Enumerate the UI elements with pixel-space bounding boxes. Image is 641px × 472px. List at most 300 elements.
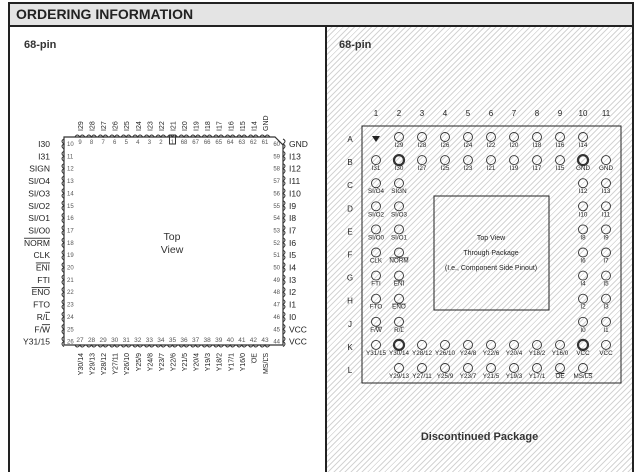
label-text: I1 [603,326,609,334]
label-text: R/ [394,326,401,334]
label-text: Y27/11 [412,373,432,380]
pin-number: 37 [191,337,200,344]
column-label: 2 [396,109,402,118]
pin-label [602,188,611,195]
pin-label [437,373,454,380]
pin-circle [464,133,473,142]
pin-label [556,142,565,149]
pin-label [366,350,386,357]
row-label: D [347,204,353,214]
pin-number: 53 [273,228,280,235]
pin-label [33,300,50,310]
pin-label [389,258,408,265]
pin-label [113,353,120,375]
pin-label [38,151,50,161]
pin-label [289,188,301,198]
label-text: CLK [369,257,383,265]
pin-number: 45 [273,327,280,334]
pin-number: 4 [136,140,140,146]
pin-number: 48 [273,290,280,297]
label-text: Y17/1 [228,353,236,372]
pin-label [101,353,108,375]
label-text: I30 [38,139,50,149]
label-text: I31 [371,165,381,173]
label-text: FTI [37,274,50,285]
pin-label [394,281,405,288]
pin-circle [602,248,611,257]
pin-circle [602,179,611,188]
label-text: I0 [289,311,297,322]
pin-label [602,211,611,218]
pin-number: 35 [168,337,177,344]
pin-number: 15 [67,203,74,210]
pin-label [418,142,427,149]
pin-circle [395,179,404,188]
label-text: Y20/4 [505,349,523,357]
pin-circle [487,340,496,349]
label-overline-text: ENI [393,280,405,288]
pin-label [389,350,409,357]
pin-label [580,234,586,241]
pin-label [368,211,385,218]
pin-label [412,373,432,380]
label-overline-text: W [375,326,382,334]
label-text: I27 [101,121,109,131]
pin-circle [395,225,404,234]
pin-number: 11 [67,154,74,161]
pin-circle [464,364,473,373]
pin-a1-indicator-icon [372,136,380,142]
label-text: Y28/12 [412,349,432,357]
pin-number: 17 [67,228,74,235]
pin-number: 47 [273,302,280,309]
pin-label [147,121,154,131]
column-label: 11 [601,109,611,118]
label-text: I9 [603,234,609,242]
pin-label [24,238,50,248]
label-text: GND [289,139,308,149]
label-text: Y21/5 [482,373,500,380]
pin-circle [510,156,519,165]
column-label: 1 [373,109,379,118]
label-overline-text: L [45,311,50,322]
pin-label [113,121,120,131]
label-text: I18 [532,142,542,149]
label-text: FTO [33,299,50,310]
pin-label [124,121,131,131]
label-overline-text: L [400,326,404,334]
label-overline-text: ENI [35,262,50,273]
pin-number: 62 [250,140,257,146]
pin-number: 54 [273,216,280,223]
pin-number: 6 [113,140,117,146]
pin-circle [602,202,611,211]
label-text: Y23/7 [459,373,477,380]
label-text: MS/ [573,373,585,380]
pin-label [90,121,97,131]
pin-number: 65 [215,140,223,146]
pin-circle [602,225,611,234]
pga-center-text: Top View [476,235,506,242]
pin-circle [556,156,565,165]
pin-number: 34 [157,337,165,344]
pin-number: 55 [273,203,280,210]
column-label: 10 [578,109,588,118]
row-label: J [348,319,352,329]
label-text: I26 [440,142,450,149]
pin-label [205,353,212,371]
label-text: SI/O3 [390,211,408,219]
pin-circle [372,248,381,257]
label-text: I24 [135,121,143,131]
pin-label [36,263,50,273]
pin-label [576,165,590,172]
pin-label [147,353,154,371]
pin-circle [394,155,404,165]
pin-number: 31 [122,337,130,344]
label-text: I18 [205,121,213,131]
pin-label [487,142,496,149]
pin-label [460,350,477,357]
pin-label [289,238,296,248]
pin-circle [372,271,381,280]
pin-label [240,353,247,371]
label-text: I2 [289,287,297,298]
row-label: A [347,135,353,144]
pin-circle [579,225,588,234]
pin-number: 39 [215,337,223,344]
label-text: Y31/15 [366,349,386,357]
label-overline-text: NORM [389,257,409,265]
pin-label [483,350,500,357]
pin-label [395,142,404,149]
label-text: I25 [124,121,132,131]
label-text: Y30/14 [78,353,85,376]
pin-label [90,353,97,375]
pin-label [136,353,143,371]
pin-label [580,258,586,265]
label-text: I9 [289,200,297,211]
pin-label [510,165,519,172]
pin-label [159,353,166,371]
label-text: F/ [34,324,42,335]
label-overline-text: W [41,324,50,335]
pin-label [506,350,523,357]
pin-label [28,188,50,198]
pin-circle [578,155,588,165]
label-overline-text: LS [584,373,593,380]
pin-label [579,188,588,195]
pin-label [579,211,588,218]
pin-label [37,312,51,322]
section-title: ORDERING INFORMATION [16,6,194,22]
pin-circle [441,340,450,349]
pin-label [78,353,85,375]
label-text: I8 [580,234,586,242]
label-text: Y18/2 [528,349,546,357]
label-text: SI/O0 [28,225,50,236]
label-text: VCC [289,336,307,347]
pin-label [533,165,542,172]
pin-number: 25 [67,327,74,334]
pin-label [552,350,569,357]
pin-label [599,350,613,357]
pin-number: 40 [226,337,234,344]
label-text: I7 [603,257,609,265]
pin-circle [487,364,496,373]
pin-number: 24 [67,314,74,321]
pin-label [289,312,296,322]
label-text: I25 [440,165,450,173]
label-overline-text: NORM [24,237,50,248]
column-label: 9 [557,109,563,118]
label-text: I13 [289,151,301,162]
pin-label [487,165,496,172]
label-text: I28 [89,121,97,131]
pin-label [464,165,473,172]
label-text: Y27/11 [112,353,120,375]
label-text: I27 [417,165,427,173]
label-text: I11 [289,176,301,187]
pin-circle [602,156,611,165]
label-text: Y17/1 [528,373,546,380]
pin-label [574,373,593,380]
pin-circle [372,202,381,211]
label-text: I17 [532,165,542,173]
pin-label [289,287,296,297]
pin-label [251,121,258,131]
pin-label [395,165,404,172]
pin-label [194,353,201,371]
label-text: FTI [371,280,381,288]
pin-label [576,350,590,357]
label-text: I22 [486,142,496,149]
label-text: Y16/0 [551,349,569,357]
label-text: I12 [578,188,588,196]
pin-number: 28 [87,337,96,344]
row-label: F [347,250,353,260]
pin-number: 63 [238,140,246,146]
pin-label [441,142,450,149]
label-text: VCC [576,349,590,357]
label-text: VCC [599,349,613,357]
label-text: I10 [289,188,301,199]
label-text: Y29/13 [89,353,97,376]
pin-label [370,258,383,265]
label-text: SI/O4 [28,176,50,187]
label-text: SIGN [391,188,407,196]
label-text: I20 [182,121,190,131]
label-text: I13 [601,188,611,196]
pin-label [435,350,455,357]
pin-number: 1 [170,140,175,146]
column-label: 6 [488,109,494,118]
label-text: VCC [289,324,307,335]
pin-circle [395,294,404,303]
pin-circle [441,156,450,165]
pin-circle [418,156,427,165]
column-label: 3 [419,109,425,118]
label-text: I4 [289,262,297,273]
pin-circle [533,133,542,142]
pin-circle [487,133,496,142]
pin-label [510,142,519,149]
pin-label [29,164,50,174]
label-text: Y25/9 [135,353,143,372]
pin-number: 26 [67,339,74,346]
pin-label [170,121,177,131]
pin-label [389,373,409,380]
pin-label [556,165,565,172]
pin-label [124,353,131,375]
label-text: Y31/15 [23,336,50,347]
pin-label [263,115,270,131]
pin-label [533,142,542,149]
pin-circle [372,294,381,303]
pin-number: 19 [67,253,74,260]
label-text: I29 [394,142,404,149]
pin-circle [372,317,381,326]
pin-label [136,121,143,131]
label-text: I3 [289,274,297,285]
pin-number: 43 [261,337,269,344]
pin-number: 52 [273,240,280,247]
label-text: SI/O2 [28,200,50,211]
label-text: I26 [112,121,120,131]
pin-number: 61 [261,140,269,146]
pin-number: 42 [249,337,258,344]
row-label: H [347,296,353,306]
label-text: Y18/2 [216,353,224,372]
pin-label [217,121,224,131]
label-text: F/ [370,326,376,334]
pin-label [33,250,50,260]
label-text: I19 [509,165,519,173]
pin-number: 13 [67,179,74,186]
pin-label [37,275,50,285]
pin-number: 18 [67,240,74,247]
column-label: 5 [465,109,471,118]
pin-label [391,234,408,241]
label-text: GND [576,165,590,173]
pin-label [194,121,201,131]
pin-label [289,275,296,285]
label-text: Y22/6 [170,353,178,372]
pin-circle [579,202,588,211]
label-text: I21 [486,165,496,173]
pin-number: 59 [273,154,280,161]
pin-circle [441,133,450,142]
label-text: I5 [603,280,609,288]
label-text: SI/O1 [390,234,408,242]
label-text: I29 [78,121,85,131]
pin-number: 21 [67,277,74,284]
label-text: I21 [170,121,178,131]
pin-number: 57 [273,179,280,186]
column-label: 4 [442,109,448,118]
pin-number: 16 [67,216,74,223]
pin-circle [510,133,519,142]
label-text: I31 [38,151,50,162]
pin-circle [395,364,404,373]
pin-number: 50 [273,265,280,272]
pin-label [289,213,296,223]
label-text: Y26/10 [124,353,132,376]
pin-label [580,281,586,288]
label-text: Y26/10 [435,349,455,357]
pin-circle [579,294,588,303]
pin-number: 36 [180,337,188,344]
pin-label [370,327,382,334]
label-text: Y28/12 [101,353,109,376]
pin-label [372,165,381,172]
pin-circle [578,340,588,350]
label-text: Y19/3 [505,373,523,380]
pin-label [289,300,296,310]
pin-number: 2 [159,140,163,146]
label-text: I15 [555,165,565,173]
label-text: I0 [580,326,586,334]
pin-number: 51 [273,253,280,260]
pin-label [289,324,307,334]
pin-number: 44 [273,339,280,346]
pin-label [580,304,586,311]
label-text: I1 [289,299,297,310]
pin-number: 68 [180,140,188,146]
label-text: SI/O0 [367,234,385,242]
label-text: FTO [369,303,383,311]
label-text: I14 [251,121,259,131]
pin-number: 49 [273,277,280,284]
label-text: Y30/14 [389,349,409,357]
pin-label [555,373,564,380]
pin-label [392,304,406,311]
pin-number: 27 [76,337,84,344]
pin-label [182,121,189,131]
pin-label [412,350,432,357]
label-overline-text: OE [555,373,565,380]
pin-label [217,353,224,371]
pin-label [23,337,50,347]
pin-circle [418,133,427,142]
pin-circle [556,133,565,142]
pin-number: 22 [67,290,74,297]
label-overline-text: ENO [392,303,406,311]
label-text: I6 [289,237,297,248]
pin-number: 56 [273,191,280,198]
pin-label [205,121,212,131]
pin-label [289,263,296,273]
pin-number: 30 [111,337,119,344]
pin-circle [533,340,542,349]
label-text: Y23/7 [158,353,166,372]
pin-circle [579,317,588,326]
pin-circle [372,156,381,165]
label-overline-text: ENO [31,287,50,298]
label-text: I15 [239,121,247,131]
label-text: I23 [147,121,155,131]
pin-circle [395,202,404,211]
label-text: SI/O1 [28,213,50,224]
pin-circle [533,364,542,373]
label-overline-text: OE [251,353,259,364]
pin-number: 66 [203,140,211,146]
pga-center-text: Through Package [463,250,519,257]
pin-circle [395,317,404,326]
label-text: GND [262,115,270,131]
row-label: C [347,181,353,191]
pin-number: 29 [99,337,107,344]
